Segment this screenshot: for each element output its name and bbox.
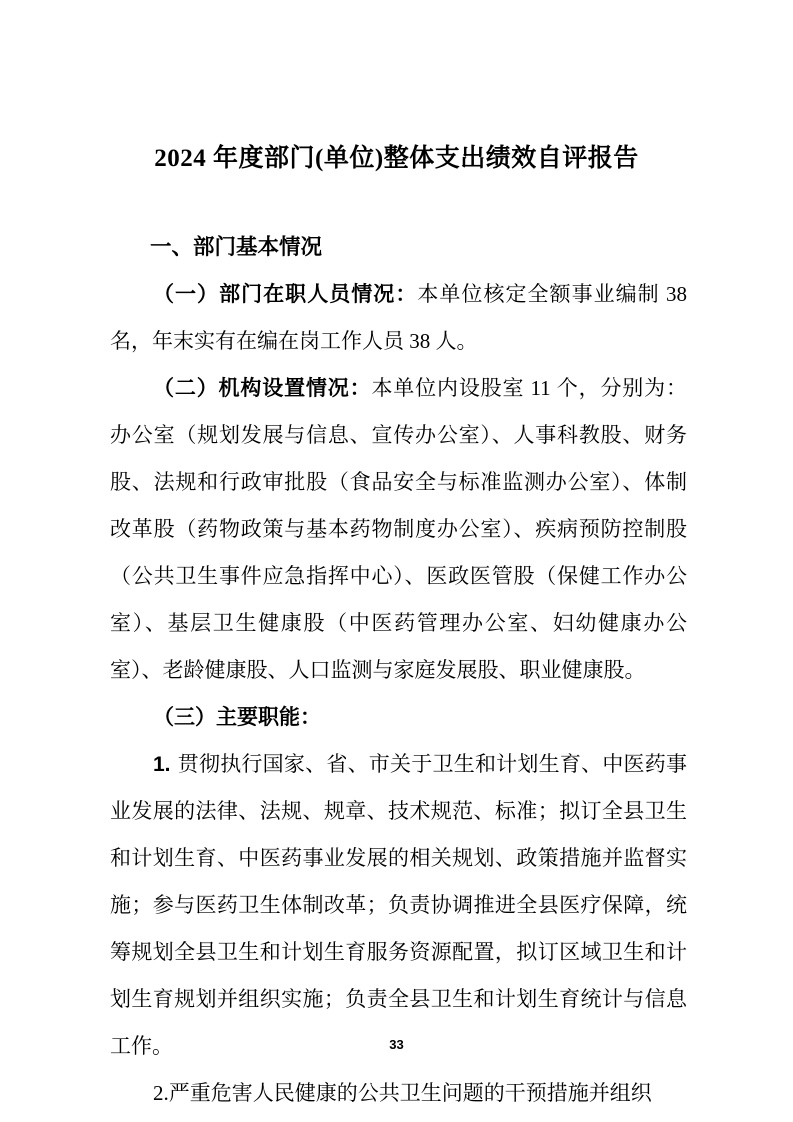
paragraph-function-2-text: 2.严重危害人民健康的公共卫生问题的干预措施并组织 — [153, 1081, 652, 1105]
paragraph-personnel-lead: （一）部门在职人员情况： — [153, 282, 418, 306]
paragraph-function-1-number: 1. — [153, 753, 171, 776]
paragraph-organization — [110, 365, 687, 694]
paragraph-function-1-text: 贯彻执行国家、省、市关于卫生和计划生育、中医药事业发展的法律、法规、规章、技术规范、标准；拟订全县卫生和计划生育、中医药事业发展的相关规划、政策措施并监督实施；参与医药卫生体制改革；负责协调推进全县医疗保障，统筹规划全县卫生和计划生育服务资源配置，拟订区域卫生和计划生育规划并组织实施；负责全县卫生和计划生育统计与信息工作。 — [110, 752, 687, 1058]
section-heading-basic-info: 一、部门基本情况 — [150, 235, 323, 259]
paragraph-organization-lead: （二）机构设置情况： — [153, 376, 372, 400]
paragraph-function-1 — [110, 741, 687, 1070]
document-title: 2024 年度部门(单位)整体支出绩效自评报告 — [154, 145, 639, 172]
paragraph-personnel-text: 本单位核定全额事业编制 38 名，年末实有在编在岗工作人员 38 人。 — [110, 282, 687, 353]
paragraph-personnel — [110, 271, 687, 365]
page-number: 33 — [389, 1037, 404, 1052]
document-body — [110, 224, 687, 1117]
paragraph-function-2 — [110, 1070, 687, 1117]
paragraph-main-functions-heading — [110, 694, 687, 741]
paragraph-organization-text: 本单位内设股室 11 个，分别为：办公室（规划发展与信息、宣传办公室）、人事科教股、财务股、法规和行政审批股（食品安全与标准监测办公室）、体制改革股（药物政策与基本药物制度办公室）、疾病预防控制股（公共卫生事件应急指挥中心）、医政医管股（保健工作办公室）、基层卫生健康股（中医药管理办公室、妇幼健康办公室）、老龄健康股、人口监测与家庭发展股、职业健康股。 — [110, 376, 687, 682]
paragraph-main-functions-lead: （三）主要职能： — [153, 705, 321, 729]
